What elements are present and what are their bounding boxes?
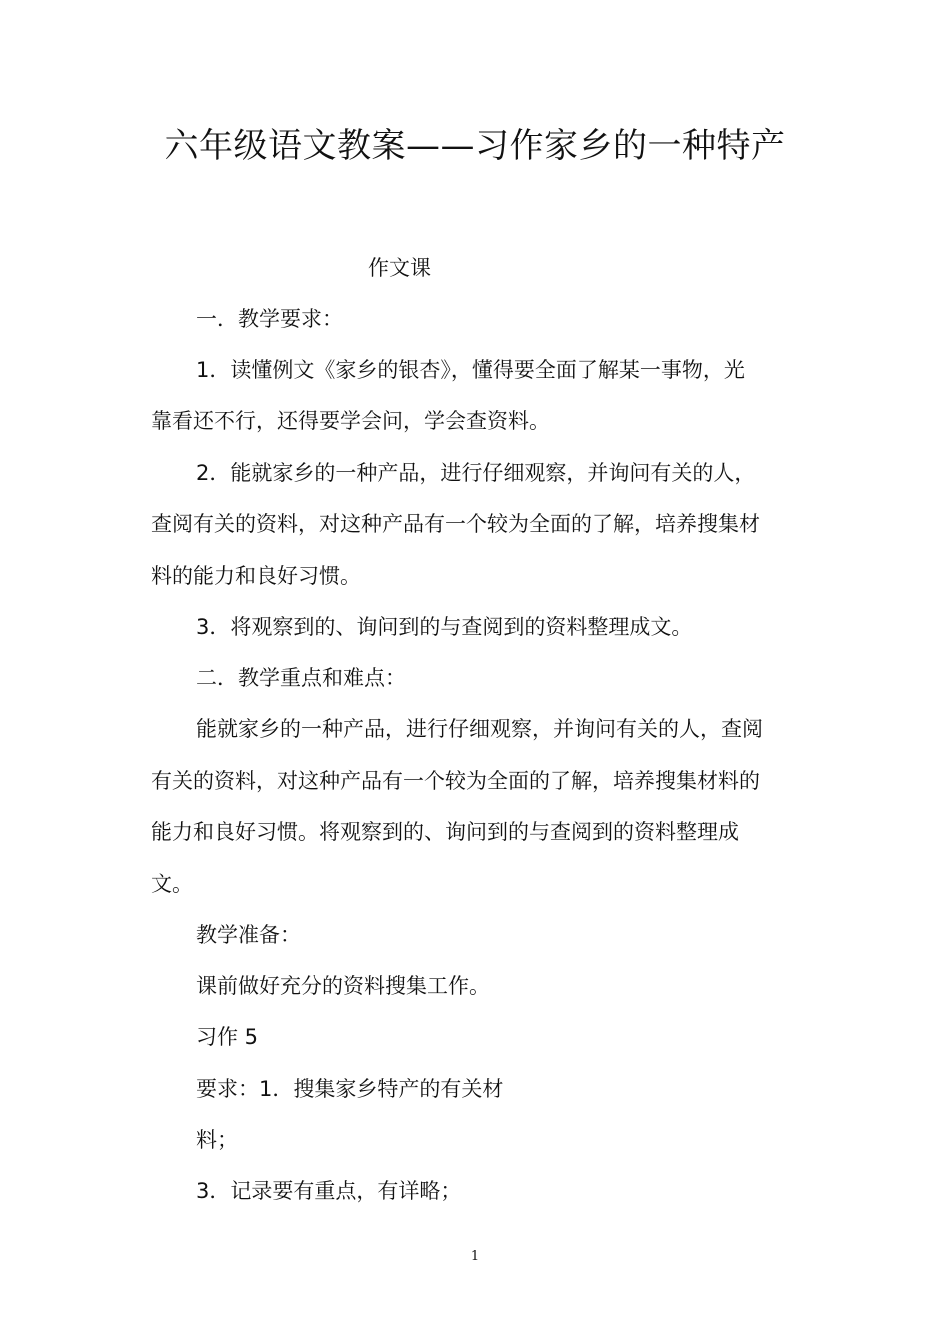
section-heading: 一．教学要求： (196, 307, 343, 331)
text-line: 能就家乡的一种产品，进行仔细观察，并询问有关的人，查阅 (196, 717, 763, 741)
section-heading: 习作 5 (196, 1025, 259, 1049)
page-number: 1 (470, 1249, 480, 1264)
text-line: 2．能就家乡的一种产品，进行仔细观察，并询问有关的人， (196, 461, 756, 485)
subtitle: 作文课 (368, 256, 431, 280)
text-line: 有关的资料，对这种产品有一个较为全面的了解，培养搜集材料的 (151, 769, 760, 793)
text-line: 靠看还不行，还得要学会问，学会查资料。 (151, 409, 550, 433)
text-line: 料的能力和良好习惯。 (151, 564, 361, 588)
text-line: 能力和良好习惯。将观察到的、询问到的与查阅到的资料整理成 (151, 820, 739, 844)
section-heading: 教学准备： (196, 923, 301, 947)
text-line: 课前做好充分的资料搜集工作。 (196, 974, 490, 998)
text-line: 要求：1．搜集家乡特产的有关材 (196, 1077, 504, 1101)
text-line: 3．记录要有重点，有详略； (196, 1179, 462, 1203)
section-heading: 二．教学重点和难点： (196, 666, 406, 690)
document-title: 六年级语文教案——习作家乡的一种特产 (164, 126, 786, 166)
text-line: 1．读懂例文《家乡的银杏》，懂得要全面了解某一事物，光 (196, 358, 745, 382)
text-line: 查阅有关的资料，对这种产品有一个较为全面的了解，培养搜集材 (151, 512, 760, 536)
text-line: 料； (196, 1128, 238, 1152)
text-line: 文。 (151, 872, 193, 896)
text-line: 3．将观察到的、询问到的与查阅到的资料整理成文。 (196, 615, 693, 639)
